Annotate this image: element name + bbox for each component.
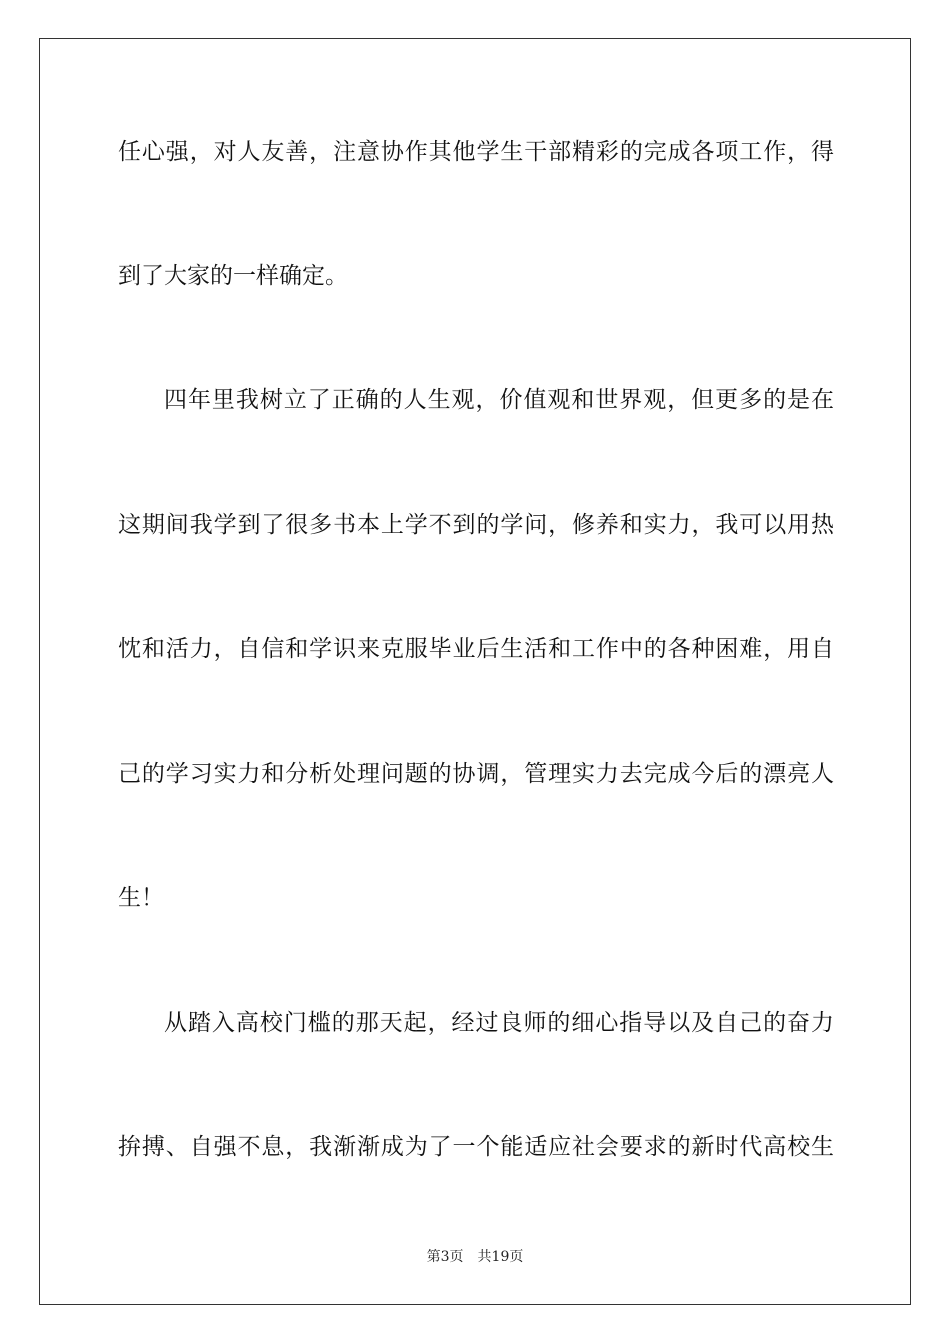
body-text-line: 生！ <box>118 885 164 911</box>
total-pages: 共19页 <box>477 1249 524 1265</box>
page-border <box>39 38 911 1305</box>
paragraph-first-line: 从踏入高校门槛的那天起，经过良师的细心指导以及自己的奋力 <box>164 1010 834 1036</box>
page-number: 第3页 <box>426 1249 464 1265</box>
page-footer <box>0 1247 950 1267</box>
body-text-line: 己的学习实力和分析处理问题的协调，管理实力去完成今后的漂亮人 <box>118 761 834 787</box>
body-text-line: 这期间我学到了很多书本上学不到的学问，修养和实力，我可以用热 <box>118 512 834 538</box>
body-text-line: 任心强，对人友善，注意协作其他学生干部精彩的完成各项工作，得 <box>118 139 834 165</box>
body-text-line: 拚搏、自强不息，我渐渐成为了一个能适应社会要求的新时代高校生 <box>118 1134 834 1160</box>
body-text-line: 忱和活力，自信和学识来克服毕业后生活和工作中的各种困难，用自 <box>118 636 834 662</box>
body-text-line: 到了大家的一样确定。 <box>118 263 348 289</box>
paragraph-first-line: 四年里我树立了正确的人生观，价值观和世界观，但更多的是在 <box>164 387 834 413</box>
